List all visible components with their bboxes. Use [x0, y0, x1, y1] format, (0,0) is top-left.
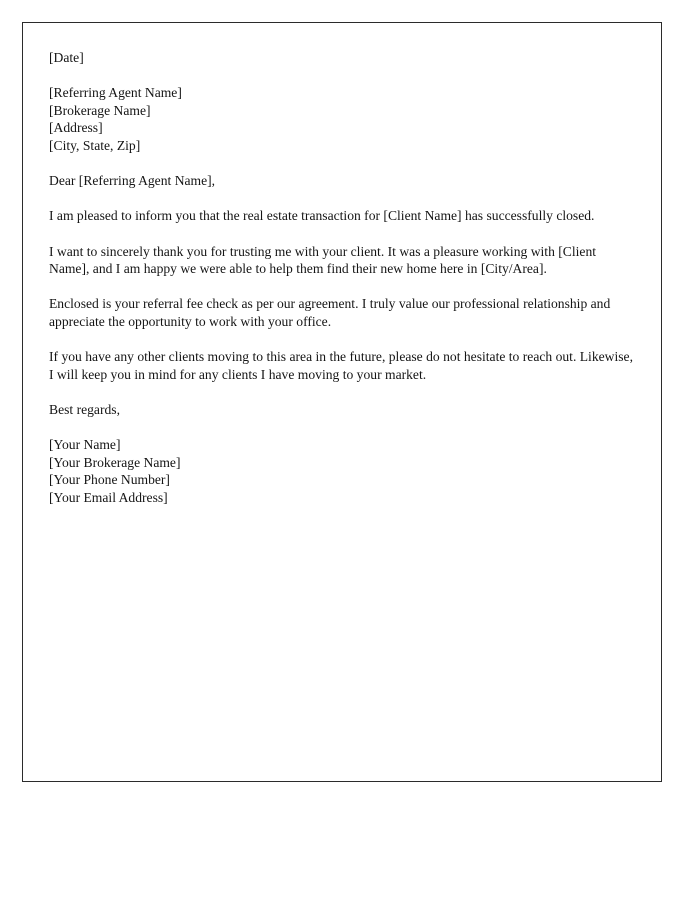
- recipient-brokerage-line: [Brokerage Name]: [49, 102, 151, 118]
- closing-line: Best regards,: [49, 401, 120, 417]
- signature-email-line: [Your Email Address]: [49, 489, 168, 505]
- recipient-address-line: [Address]: [49, 120, 103, 136]
- signature-brokerage-line: [Your Brokerage Name]: [49, 454, 181, 470]
- date-block: [49, 49, 633, 67]
- recipient-agent-name-line: [Referring Agent Name]: [49, 85, 182, 101]
- letter-content: [23, 23, 661, 781]
- body-paragraph-1: I am pleased to inform you that the real estate transaction for [Client Name] has successfully closed.: [49, 208, 595, 224]
- recipient-address-block: [49, 84, 633, 154]
- closing-block: [49, 401, 633, 419]
- recipient-city-state-zip-line: [City, State, Zip]: [49, 137, 141, 153]
- salutation-line: Dear [Referring Agent Name],: [49, 173, 216, 189]
- signature-name-line: [Your Name]: [49, 437, 121, 453]
- body-paragraph-2: I want to sincerely thank you for trusting me with your client. It was a pleasure working with [Client Name], and I am happy we were able to help them find their new home here in [City/Area].: [49, 243, 597, 277]
- letter-border-frame: [22, 22, 662, 782]
- signature-phone-line: [Your Phone Number]: [49, 472, 170, 488]
- salutation-block: [49, 172, 633, 190]
- body-paragraph-4: If you have any other clients moving to this area in the future, please do not hesitate to reach out. Likewise, I will keep you in mind for any clients I have moving to your market.: [49, 349, 633, 382]
- body-paragraph-3: Enclosed is your referral fee check as per our agreement. I truly value our professional relationship and appreciate the opportunity to work with your office.: [49, 296, 611, 329]
- signature-block: [49, 436, 633, 506]
- date-line: [Date]: [49, 50, 84, 65]
